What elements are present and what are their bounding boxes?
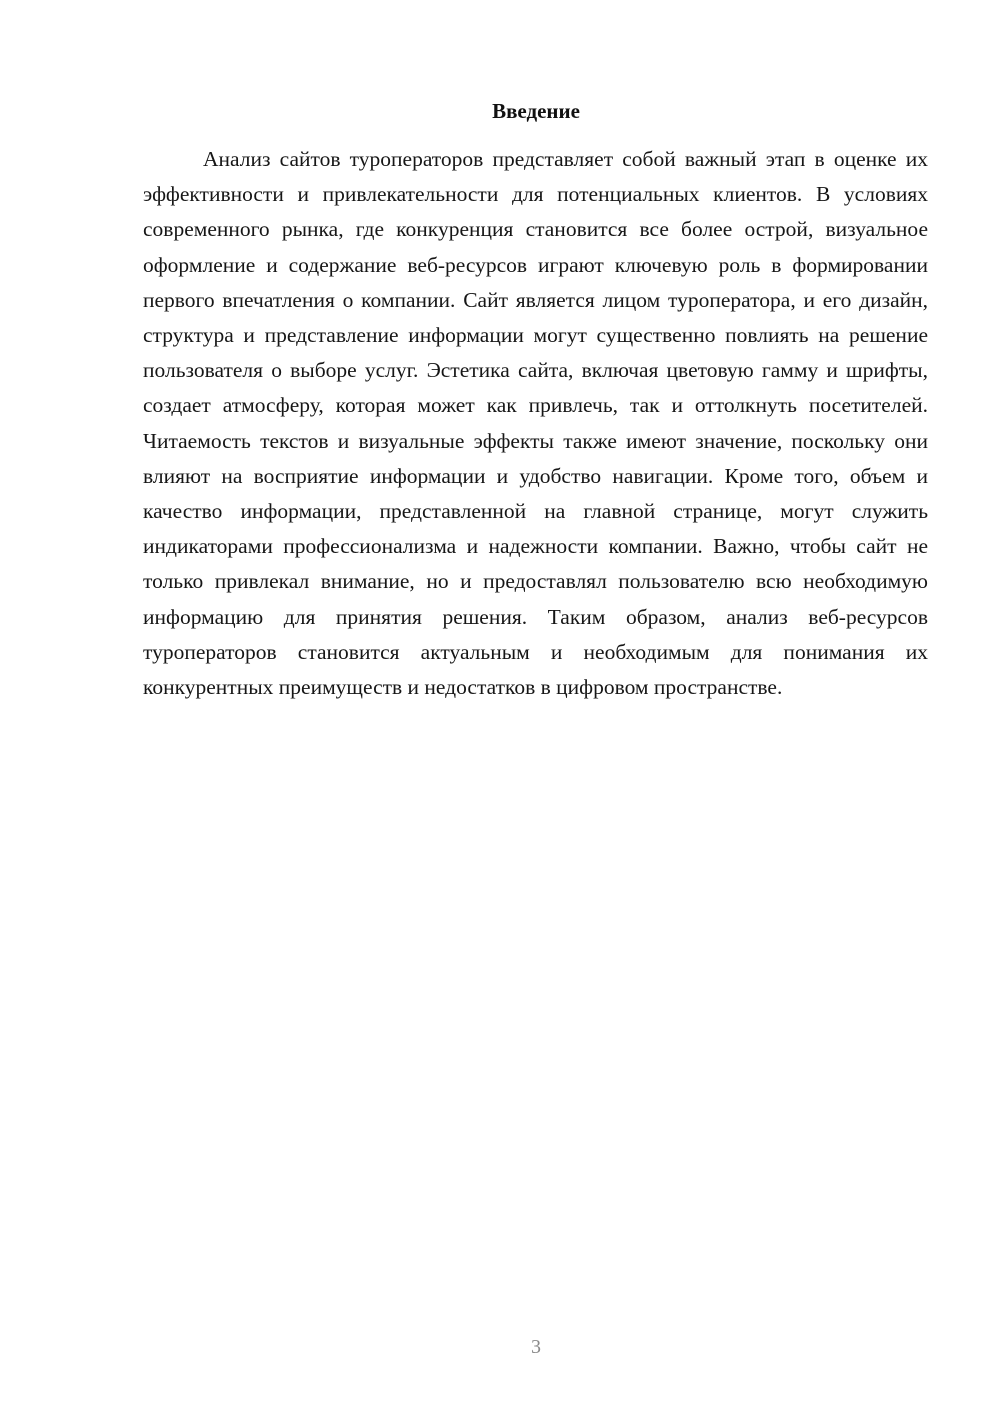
body-paragraph: Анализ сайтов туроператоров представляет собой важный этап в оценке их эффективности и привлекательности для потенциальных клиентов. В условиях современного рынка, где конкуренция становится все более острой, визуальное оформление и содержание веб-ресурсов играют ключевую роль в формировании первого впечатления о компании. Сайт является лицом туроператора, и его дизайн, структура и представление информации могут существенно повлиять на решение пользователя о выборе услуг. Эстетика сайта, включая цветовую гамму и шрифты, создает атмосферу, которая может как привлечь, так и оттолкнуть посетителей. Читаемость текстов и визуальные эффекты также имеют значение, поскольку они влияют на восприятие информации и удобство навигации. Кроме того, объем и качество информации, представленной на главной странице, могут служить индикаторами профессионализма и надежности компании. Важно, чтобы сайт не только привлекал внимание, но и предоставлял пользователю всю необходимую информацию для принятия решения. Таким образом, анализ веб-ресурсов туроператоров становится актуальным и необходимым для понимания их конкурентных преимуществ и недостатков в цифровом пространстве. [143, 147, 928, 700]
page-number: 3 [531, 1336, 541, 1358]
section-title: Введение [492, 99, 580, 123]
